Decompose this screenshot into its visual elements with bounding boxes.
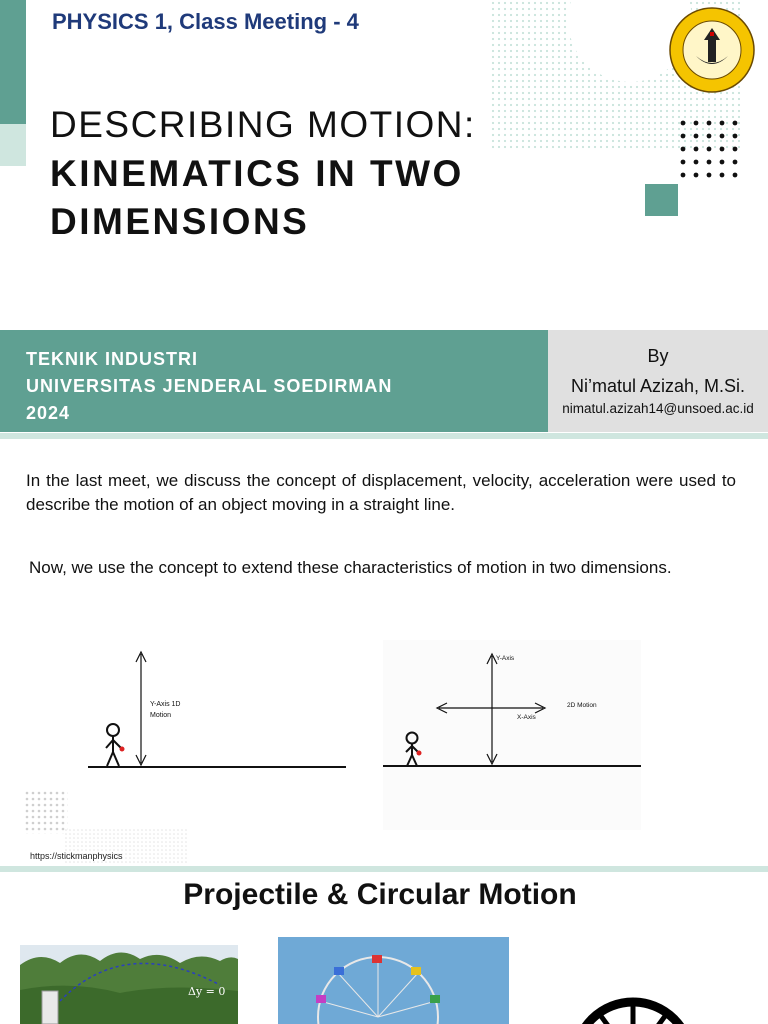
stick-figure [106,724,121,766]
extension-paragraph: Now, we use the concept to extend these characteristics of motion in two dimensions. [29,558,672,577]
year-label: 2024 [26,403,71,423]
delta-y-label: Δy = 0 [188,985,226,998]
left-accent-bar [0,0,26,124]
circular-motion-wheel-icon [568,990,698,1024]
diagram-2d-motion [383,640,641,830]
source-caption: https://stickmanphysics [30,851,123,861]
d1-label-line2: Motion [150,712,172,719]
d2-xaxis-label: X-Axis [517,714,536,721]
divider-top [0,433,768,439]
author-email: nimatul.azizah14@unsoed.ac.id [562,401,754,416]
section-heading: Projectile & Circular Motion [183,878,577,911]
meeting-title: PHYSICS 1, Class Meeting - 4 [52,9,359,34]
intro-paragraph: In the last meet, we discuss the concept of displacement, velocity, acceleration were used to describe the motion of an object moving in a straight line. [26,471,736,514]
title-line-2: KINEMATICS IN TWO [50,153,464,194]
institution-info [26,346,392,427]
light-dot-grid-decoration [24,790,68,834]
d2-motion-label: 2D Motion [567,702,597,709]
diagram-1d-motion [88,640,346,780]
author-name: Ni’matul Azizah, M.Si. [570,376,746,396]
d1-label-line1: Y-Axis 1D [150,701,181,708]
department-label: TEKNIK INDUSTRI [26,349,198,369]
by-label: By [647,346,669,366]
projectile-photo [20,945,238,1024]
teal-square-decoration [645,184,678,216]
university-seal-logo [668,6,756,94]
title-main [50,150,464,246]
ferris-wheel-photo [278,937,509,1024]
dark-dot-grid-decoration [678,118,740,180]
divider-bottom [0,866,768,872]
university-label: UNIVERSITAS JENDERAL SOEDIRMAN [26,376,393,396]
title-line-1: DESCRIBING MOTION: [50,104,476,145]
left-accent-bar-light [0,124,26,166]
d2-yaxis-label: Y-Axis [496,655,515,662]
stick-figure [406,733,418,767]
title-line-3: DIMENSIONS [50,201,310,242]
